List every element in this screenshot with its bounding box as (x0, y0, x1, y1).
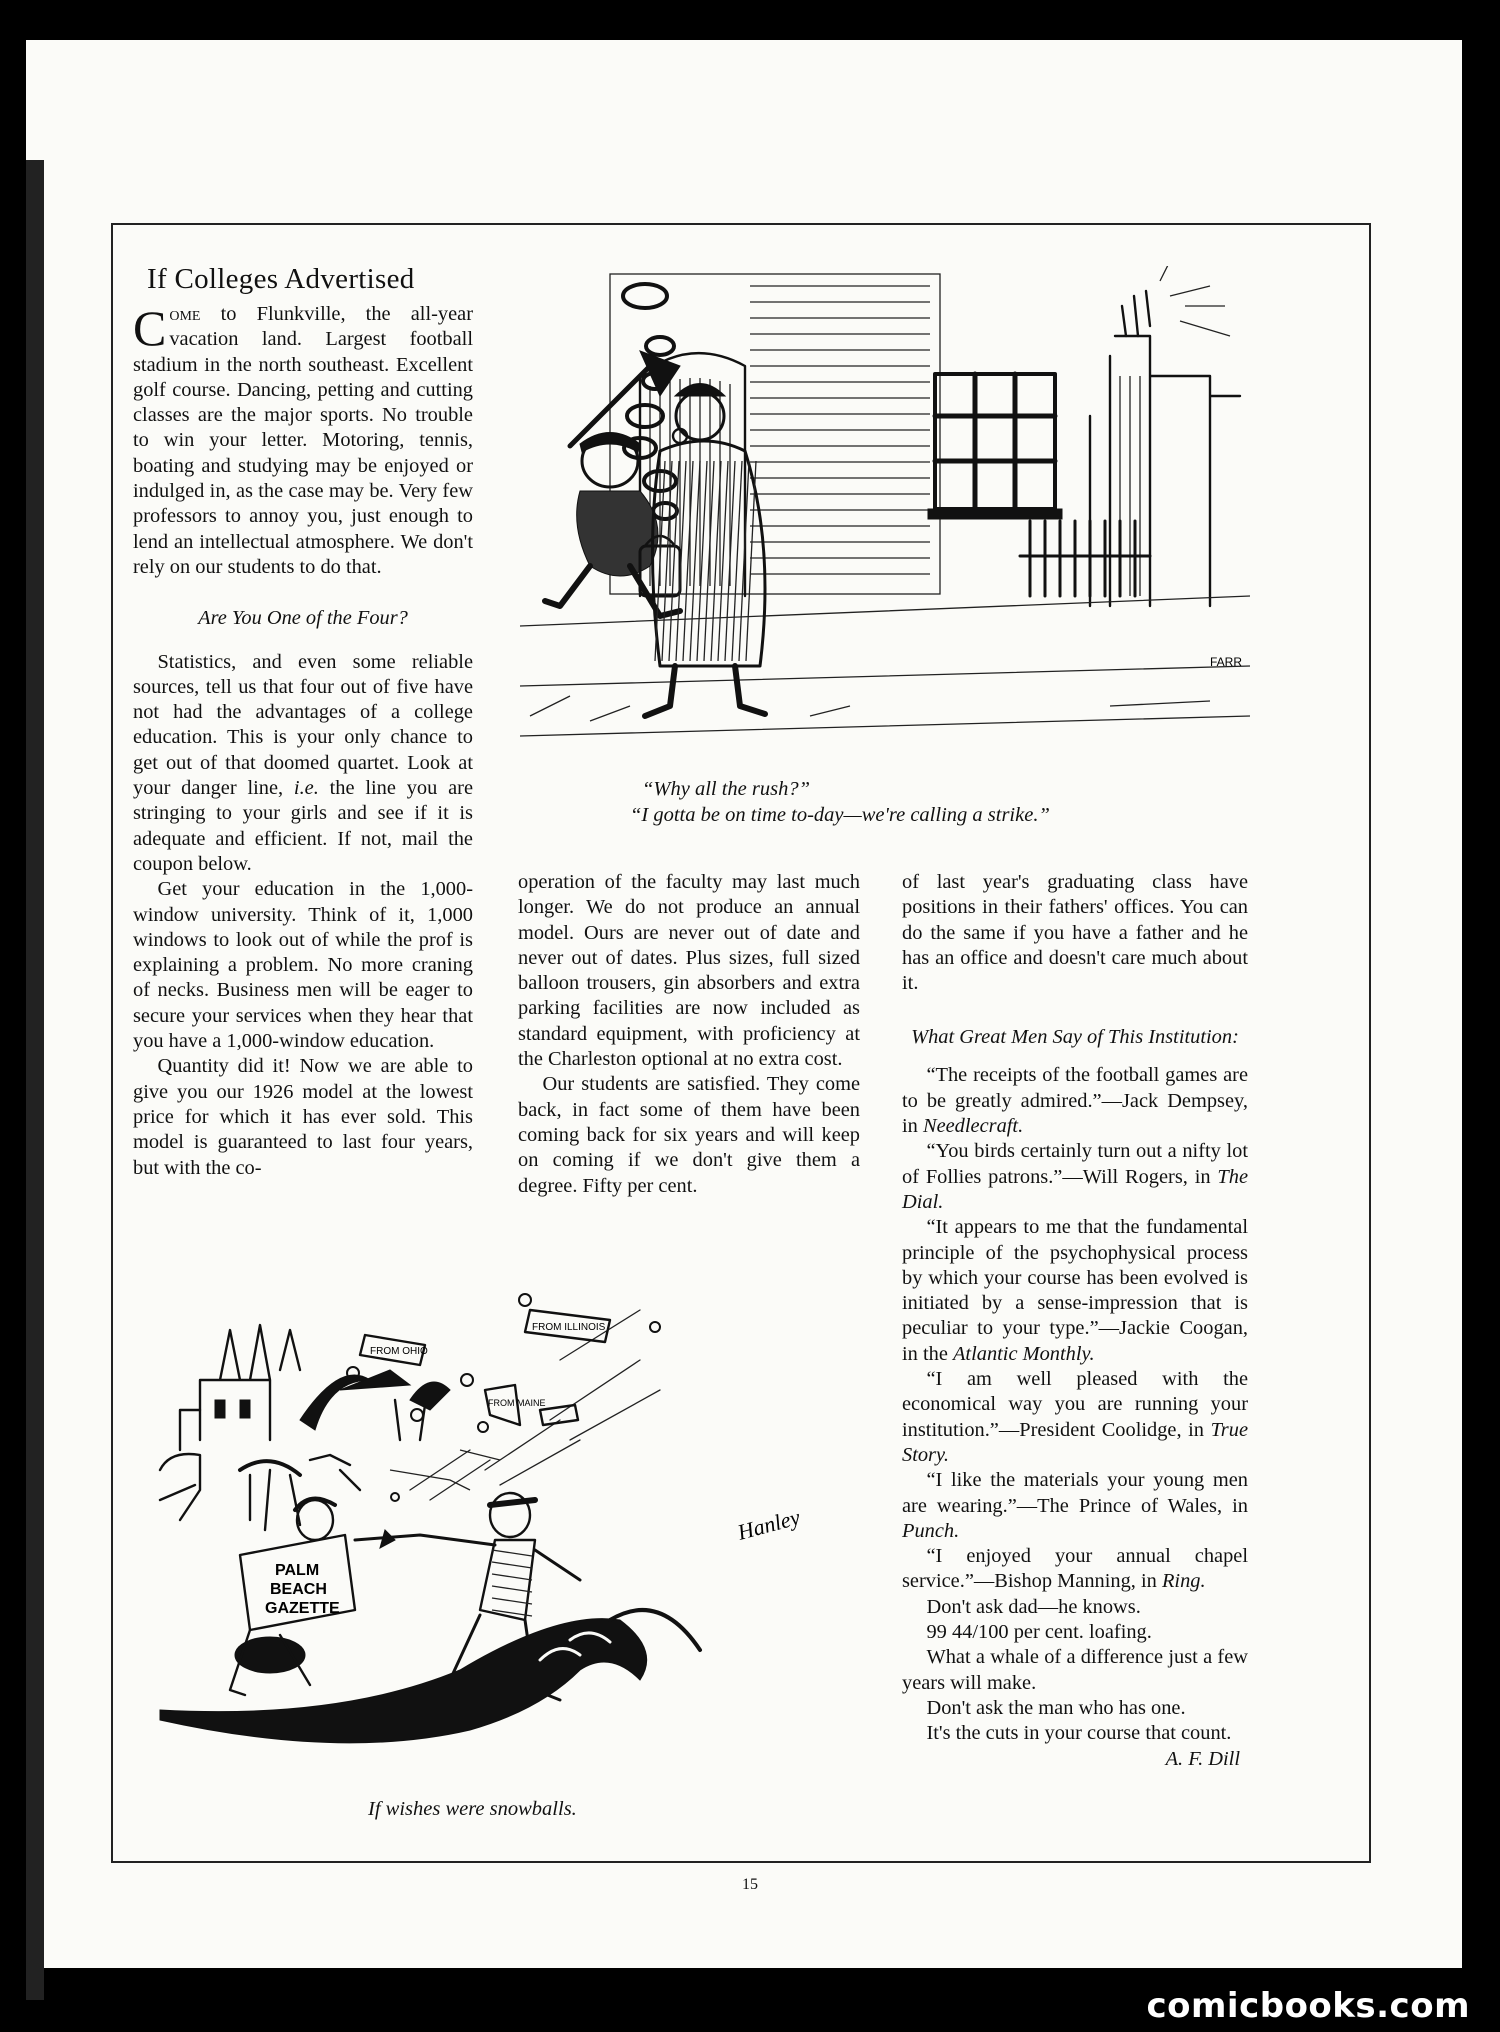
woman-with-newspaper (230, 1499, 355, 1695)
author-byline: A. F. Dill (1165, 1747, 1240, 1770)
subhead-great-men: What Great Men Say of This Institution: (911, 1026, 1239, 1049)
article-column-1 (133, 262, 473, 1181)
paragraph-students: Our students are satisfied. They come back, in fact some of them have been coming back for six years and will keep on coming if we don't give them a degree. Fifty per cent. (518, 1073, 860, 1197)
quote-paragraph: “I like the materials your young men are wearing.”—The Prince of Wales, in Punch. (902, 1469, 1248, 1542)
paragraph-graduating: of last year's graduating class have positions in their fathers' offices. You can do the same if you have a father and he has an office and doesn't care much about it. (902, 871, 1248, 995)
slogan-line: Don't ask the man who has one. (926, 1696, 1186, 1719)
quotes-list (902, 1063, 1248, 1594)
slogan-line: Don't ask dad—he knows. (926, 1595, 1141, 1618)
quote-paragraph: “I am well pleased with the economical way you are running your institution.”—President Coolidge, in True Story. (902, 1368, 1248, 1466)
site-watermark: comicbooks.com (1146, 1986, 1470, 2026)
page-number: 15 (742, 1876, 758, 1893)
article-column-3 (902, 870, 1248, 1772)
svg-text:FROM ILLINOIS: FROM ILLINOIS (532, 1322, 606, 1333)
cartoon-snowballs-illustration (140, 1290, 880, 1760)
binding-edge (26, 160, 44, 2000)
subhead-are-you-one: Are You One of the Four? (198, 607, 408, 630)
sidewalk (520, 596, 1250, 736)
paragraph-statistics: Statistics, and even some reliable sources, tell us that four out of five have not had the advantages of a college education. This is your only chance to get out of that doomed quartet. Look at your danger line, i.e. the line you are stringing to your girls and see if it is adequate and efficient. If not, mail the coupon below. (133, 650, 473, 875)
svg-text:FROM MAINE: FROM MAINE (488, 1398, 546, 1408)
paragraph-quantity: Quantity did it! Now we are able to give you our 1926 model at the lowest price for which it has ever sold. This model is guaranteed to last four years, but with the co- (133, 1055, 473, 1179)
church-building (180, 1325, 300, 1450)
paragraph-education: Get your education in the 1,000-window university. Think of it, 1,000 windows to look out of while the prof is explaining a problem. No more craning of necks. Business men will be eager to secure your services when they hear that you have a 1,000-window education. (133, 878, 473, 1053)
caption-line-1: “Why all the rush?” (642, 778, 810, 800)
final-line: It's the cuts in your course that count. A. F. Dill (902, 1721, 1248, 1746)
beach-crowd (160, 1450, 500, 1530)
slogans-list (902, 1595, 1248, 1721)
cartoon-signature-farr: FARR (1210, 655, 1243, 669)
svg-text:PALM: PALM (275, 1562, 320, 1579)
paragraph-operation: operation of the faculty may last much longer. We do not produce an annual model. Ours are never out of date and never out of dates. Plus sizes, full sized balloon trousers, gin absorbers and extra parking facilities are now included as standard equipment, with proficiency at the Charleston optional at no extra cost. (518, 871, 860, 1071)
cartoon-top-caption (630, 776, 1202, 828)
slogan-line: 99 44/100 per cent. loafing. (926, 1621, 1152, 1644)
address-tags (360, 1310, 610, 1425)
cartoon-strike-illustration (510, 266, 1270, 766)
svg-text:FROM OHIO: FROM OHIO (370, 1346, 428, 1357)
window (928, 374, 1062, 519)
article-title: If Colleges Advertised (147, 263, 415, 295)
drop-cap: C (133, 300, 167, 356)
svg-text:BEACH: BEACH (270, 1581, 327, 1598)
intro-paragraph: Come to Flunkville, the all-year vacation land. Largest football stadium in the north southeast. Excellent golf course. Dancing, petting and cutting classes are the major sports. No trouble to win your letter. Motoring, tennis, boating and studying may be enjoyed or indulged in, as the case may be. Very few professors to annoy you, just enough to lend an intellectual atmosphere. We don't rely on our students to do that. (133, 300, 473, 578)
cartoon-signature-hanley: Hanley (734, 1504, 803, 1545)
ocean-waves (160, 1610, 700, 1743)
quote-paragraph: “It appears to me that the fundamental principle of the psychophysical process by which your course has been evolved is initiated by a sense-impression that is peculiar to your type.”—Jackie Coogan, in the Atlantic Monthly. (902, 1216, 1248, 1365)
quote-paragraph: “You birds certainly turn out a nifty lot of Follies patrons.”—Will Rogers, in The Dial. (902, 1140, 1248, 1213)
caption-line-2: “I gotta be on time to-day—we're calling a strike.” (630, 804, 1050, 826)
quote-paragraph: “I enjoyed your annual chapel service.”—Bishop Manning, in Ring. (902, 1545, 1248, 1593)
cartoon-bottom-caption: If wishes were snowballs. (368, 1798, 577, 1820)
man-in-overcoat (645, 384, 765, 717)
quote-paragraph: “The receipts of the football games are to be greatly admired.”—Jack Dempsey, in Needlecraft. (902, 1064, 1248, 1138)
article-column-2 (518, 870, 860, 1199)
palm-trees (300, 1370, 450, 1440)
svg-text:GAZETTE: GAZETTE (265, 1600, 340, 1617)
slogan-line: What a whale of a difference just a few years will make. (902, 1646, 1248, 1694)
